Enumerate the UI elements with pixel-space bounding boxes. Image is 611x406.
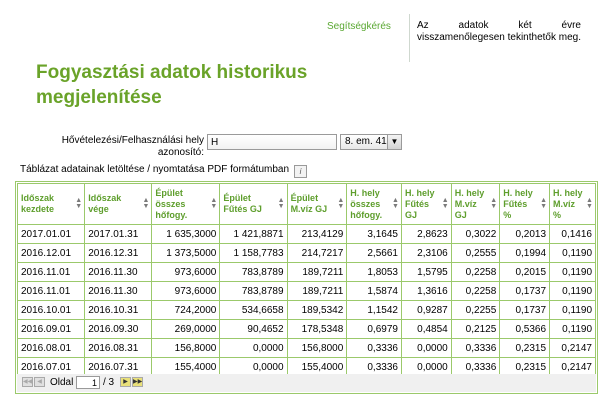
column-header-loc-heat-pct[interactable]	[500, 184, 550, 225]
cell-end: 2016.10.31	[85, 301, 152, 320]
cell-loc-water-pct: 0,2147	[550, 358, 596, 377]
cell-bld-water: 214,7217	[287, 244, 347, 263]
column-header-bld-water[interactable]	[287, 184, 347, 225]
cell-end: 2016.12.31	[85, 244, 152, 263]
column-header-label: H. hely Fűtés GJ	[404, 187, 435, 220]
cell-loc-water: 0,3022	[451, 225, 500, 244]
cell-end: 2017.01.31	[85, 225, 152, 244]
table-row[interactable]	[18, 282, 596, 301]
cell-loc-heat: 1,5795	[401, 263, 451, 282]
cell-bld-total: 269,0000	[152, 320, 220, 339]
cell-bld-total: 156,8000	[152, 339, 220, 358]
consumption-table	[17, 183, 596, 377]
cell-bld-water: 213,4129	[287, 225, 347, 244]
table-row[interactable]	[18, 263, 596, 282]
cell-loc-heat: 0,0000	[401, 358, 451, 377]
table-row[interactable]	[18, 301, 596, 320]
column-header-label: Időszak kezdete	[21, 193, 55, 214]
help-link[interactable]: Segítségkérés	[327, 21, 391, 32]
prev-page-icon[interactable]: ◀	[34, 377, 45, 387]
column-header-label: H. hely Fűtés %	[503, 187, 533, 220]
cell-start: 2016.12.01	[18, 244, 85, 263]
cell-loc-heat-pct: 0,2315	[500, 358, 550, 377]
cell-loc-heat: 0,4854	[401, 320, 451, 339]
cell-start: 2016.08.01	[18, 339, 85, 358]
cell-loc-water: 0,3336	[451, 358, 500, 377]
table-row[interactable]	[18, 244, 596, 263]
cell-bld-total: 1 635,3000	[152, 225, 220, 244]
table-row[interactable]	[18, 320, 596, 339]
cell-loc-heat: 2,3106	[401, 244, 451, 263]
cell-end: 2016.11.30	[85, 263, 152, 282]
location-select-value: 8. em. 41	[345, 136, 387, 147]
cell-loc-heat-pct: 0,1737	[500, 282, 550, 301]
cell-loc-heat-pct: 0,1737	[500, 301, 550, 320]
table-body	[18, 225, 596, 377]
page-title: Fogyasztási adatok historikus megjelenítése	[36, 62, 308, 108]
cell-start: 2016.11.01	[18, 263, 85, 282]
location-id-input[interactable]	[207, 134, 337, 150]
cell-bld-heat: 783,8789	[220, 282, 287, 301]
pager-label: Oldal	[50, 377, 74, 388]
sort-icon[interactable]: ▲ ▼	[210, 197, 218, 210]
cell-loc-total: 0,3336	[347, 339, 402, 358]
cell-loc-water: 0,2125	[451, 320, 500, 339]
cell-bld-total: 973,6000	[152, 282, 220, 301]
cell-loc-water-pct: 0,1416	[550, 225, 596, 244]
first-page-icon[interactable]: ◀◀	[23, 379, 33, 385]
column-header-loc-total[interactable]	[347, 184, 402, 225]
cell-bld-total: 973,6000	[152, 263, 220, 282]
cell-loc-water: 0,2555	[451, 244, 500, 263]
cell-end: 2016.08.31	[85, 339, 152, 358]
sort-icon[interactable]: ▲ ▼	[277, 197, 285, 210]
cell-bld-water: 189,5342	[287, 301, 347, 320]
sort-icon[interactable]: ▲ ▼	[142, 197, 150, 210]
cell-loc-heat: 2,8623	[401, 225, 451, 244]
cell-loc-heat-pct: 0,5366	[500, 320, 550, 339]
table-row[interactable]	[18, 225, 596, 244]
column-header-loc-water[interactable]	[451, 184, 500, 225]
column-header-label: H. hely M.víz GJ	[454, 187, 485, 220]
next-page-icon[interactable]: ▶	[120, 377, 131, 387]
cell-start: 2017.01.01	[18, 225, 85, 244]
cell-bld-heat: 90,4652	[220, 320, 287, 339]
cell-loc-total: 1,5874	[347, 282, 402, 301]
cell-bld-total: 155,4000	[152, 358, 220, 377]
sort-icon[interactable]: ▲ ▼	[75, 197, 83, 210]
cell-loc-total: 2,5661	[347, 244, 402, 263]
cell-bld-heat: 1 158,7783	[220, 244, 287, 263]
last-page-icon[interactable]: ▶▶	[133, 379, 143, 385]
location-id-label: Hővételezési/Felhasználási hely azonosító:	[61, 135, 204, 158]
cell-bld-water: 178,5348	[287, 320, 347, 339]
column-header-start[interactable]	[18, 184, 85, 225]
cell-bld-heat: 0,0000	[220, 339, 287, 358]
column-header-label: Épület M.víz GJ	[290, 193, 328, 214]
pager	[17, 374, 596, 392]
column-header-bld-heat[interactable]	[220, 184, 287, 225]
cell-loc-heat: 0,0000	[401, 339, 451, 358]
cell-loc-heat-pct: 0,2013	[500, 225, 550, 244]
pdf-download-link[interactable]: Táblázat adatainak letöltése / nyomtatása PDF formátumban	[20, 164, 290, 175]
cell-loc-water-pct: 0,1190	[550, 263, 596, 282]
cell-loc-total: 1,8053	[347, 263, 402, 282]
dropdown-arrow-icon[interactable]: ▼	[387, 135, 401, 149]
sort-icon[interactable]: ▲ ▼	[337, 197, 345, 210]
cell-start: 2016.11.01	[18, 282, 85, 301]
column-header-loc-heat[interactable]	[401, 184, 451, 225]
cell-bld-water: 156,8000	[287, 339, 347, 358]
column-header-label: Épület Fűtés GJ	[223, 193, 262, 214]
consumption-grid	[15, 181, 598, 394]
cell-loc-total: 3,1645	[347, 225, 402, 244]
cell-loc-water-pct: 0,1190	[550, 244, 596, 263]
table-header-row	[18, 184, 596, 225]
cell-end: 2016.09.30	[85, 320, 152, 339]
cell-bld-heat: 0,0000	[220, 358, 287, 377]
column-header-label: Időszak vége	[88, 193, 122, 214]
column-header-label: Épület összes hőfogy.	[155, 187, 188, 220]
cell-end: 2016.11.30	[85, 282, 152, 301]
cell-loc-water: 0,2258	[451, 263, 500, 282]
cell-loc-water: 0,2255	[451, 301, 500, 320]
cell-loc-heat-pct: 0,2015	[500, 263, 550, 282]
table-row[interactable]	[18, 339, 596, 358]
page-number-input[interactable]	[76, 376, 100, 389]
info-icon[interactable]: i	[294, 165, 307, 178]
cell-start: 2016.09.01	[18, 320, 85, 339]
cell-bld-water: 155,4000	[287, 358, 347, 377]
cell-bld-total: 724,2000	[152, 301, 220, 320]
cell-loc-heat-pct: 0,1994	[500, 244, 550, 263]
cell-start: 2016.07.01	[18, 358, 85, 377]
history-notice: Az adatok két évre visszamenőlegesen tekinthetők meg.	[409, 14, 581, 62]
cell-loc-water-pct: 0,1190	[550, 282, 596, 301]
column-header-end[interactable]	[85, 184, 152, 225]
cell-bld-heat: 783,8789	[220, 263, 287, 282]
cell-loc-water-pct: 0,1190	[550, 320, 596, 339]
cell-loc-water-pct: 0,1190	[550, 301, 596, 320]
column-header-label: H. hely összes hőfogy.	[350, 187, 383, 220]
column-header-loc-water-pct[interactable]	[550, 184, 596, 225]
sort-icon[interactable]: ▲ ▼	[441, 197, 449, 210]
cell-loc-heat: 1,3616	[401, 282, 451, 301]
cell-bld-water: 189,7211	[287, 263, 347, 282]
column-header-label: H. hely M.víz %	[553, 187, 583, 220]
column-header-bld-total[interactable]	[152, 184, 220, 225]
pdf-download-row	[20, 164, 307, 178]
cell-loc-water: 0,3336	[451, 339, 500, 358]
sort-icon[interactable]: ▲ ▼	[490, 197, 498, 210]
pager-total: / 3	[103, 377, 115, 388]
location-select[interactable]	[340, 134, 402, 150]
cell-loc-water: 0,2258	[451, 282, 500, 301]
sort-icon[interactable]: ▲ ▼	[586, 197, 593, 210]
cell-loc-total: 0,3336	[347, 358, 402, 377]
cell-bld-water: 189,7211	[287, 282, 347, 301]
cell-loc-total: 0,6979	[347, 320, 402, 339]
sort-icon[interactable]: ▲ ▼	[540, 197, 548, 210]
cell-bld-total: 1 373,5000	[152, 244, 220, 263]
cell-end: 2016.07.31	[85, 358, 152, 377]
cell-loc-heat: 0,9287	[401, 301, 451, 320]
cell-start: 2016.10.01	[18, 301, 85, 320]
cell-bld-heat: 534,6658	[220, 301, 287, 320]
cell-bld-heat: 1 421,8871	[220, 225, 287, 244]
cell-loc-heat-pct: 0,2315	[500, 339, 550, 358]
cell-loc-water-pct: 0,2147	[550, 339, 596, 358]
sort-icon[interactable]: ▲ ▼	[391, 197, 399, 210]
cell-loc-total: 1,1542	[347, 301, 402, 320]
